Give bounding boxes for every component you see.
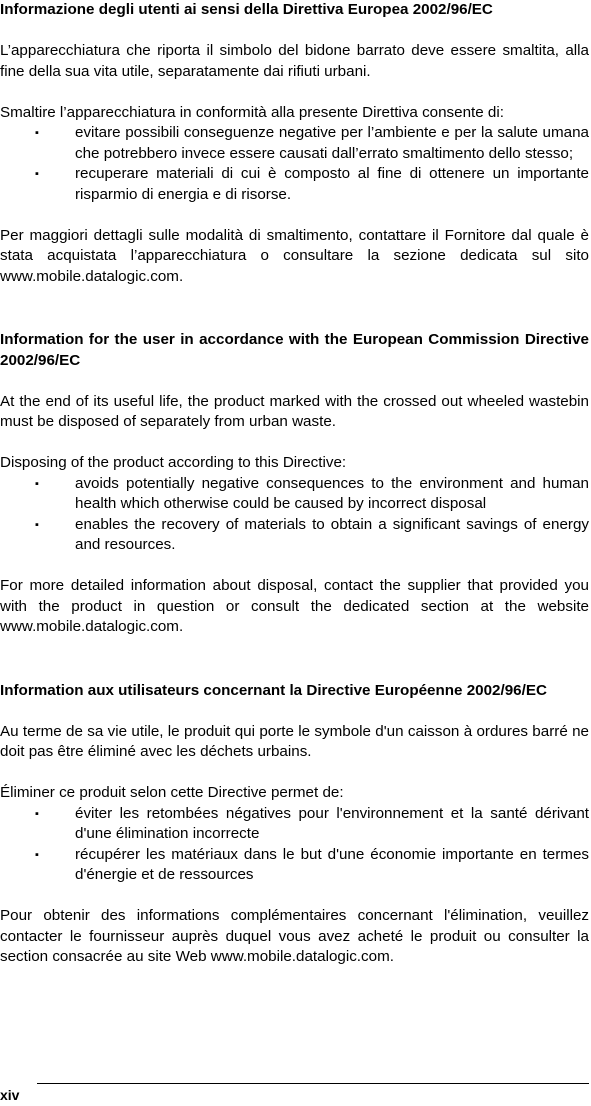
bullet-square-icon: ▪ bbox=[35, 477, 39, 490]
section-closing: Pour obtenir des informations complémentaires concernant l'élimination, veuillez contacter le fournisseur auprès duquel vous avez acheté le produit ou consulter la section consacrée au site Web www.mobile.datalogic.com. bbox=[0, 907, 589, 965]
section-title: Information for the user in accordance with the European Commission Directive 2002/96/EC bbox=[0, 331, 589, 369]
page-number: xiv bbox=[0, 1087, 20, 1103]
bullet-item bbox=[0, 804, 589, 845]
bullet-square-icon: ▪ bbox=[35, 518, 39, 531]
bullet-list bbox=[0, 804, 589, 886]
section-closing: Per maggiori dettagli sulle modalità di smaltimento, contattare il Fornitore dal quale è stata acquistata l’apparecchiatura o consultare la sezione dedicata sul sito www.mobile.datalogic.com. bbox=[0, 226, 589, 285]
section-intro: At the end of its useful life, the product marked with the crossed out wheeled wastebin must be disposed of separately from urban waste. bbox=[0, 392, 589, 430]
bullet-square-icon: ▪ bbox=[35, 848, 39, 861]
bullet-list bbox=[0, 474, 589, 556]
section-lead: Smaltire l’apparecchiatura in conformità alla presente Direttiva consente di: bbox=[0, 103, 504, 121]
section-italian bbox=[0, 0, 589, 287]
bullet-item bbox=[0, 164, 589, 205]
section-intro: Au terme de sa vie utile, le produit qui porte le symbole d'un caisson à ordures barré ne doit pas être éliminé avec les déchets urbains. bbox=[0, 722, 589, 760]
section-french bbox=[0, 681, 589, 968]
page-footer bbox=[0, 1079, 591, 1103]
section-intro: L’apparecchiatura che riporta il simbolo del bidone barrato deve essere smaltita, alla fine della sua vita utile, separatamente dai rifiuti urbani. bbox=[0, 42, 589, 80]
bullet-text: recuperare materiali di cui è composto al fine di ottenere un importante risparmio di energia e di risorse. bbox=[75, 165, 589, 203]
bullet-text: enables the recovery of materials to obtain a significant savings of energy and resources. bbox=[75, 515, 589, 553]
bullet-item bbox=[0, 845, 589, 886]
section-title: Informazione degli utenti ai sensi della Direttiva Europea 2002/96/EC bbox=[0, 1, 493, 18]
bullet-item bbox=[0, 474, 589, 515]
bullet-text: avoids potentially negative consequences to the environment and human health which otherwise could be caused by incorrect disposal bbox=[75, 474, 589, 512]
bullet-square-icon: ▪ bbox=[35, 807, 39, 820]
bullet-item bbox=[0, 123, 589, 164]
section-english bbox=[0, 330, 589, 638]
bullet-text: evitare possibili conseguenze negative per l’ambiente e per la salute umana che potrebbero invece essere causati dall’errato smaltimento dello stesso; bbox=[75, 124, 589, 162]
bullet-square-icon: ▪ bbox=[35, 127, 39, 139]
bullet-square-icon: ▪ bbox=[35, 168, 39, 180]
bullet-text: éviter les retombées négatives pour l'environnement et la santé dérivant d'une élimination incorrecte bbox=[75, 804, 589, 842]
bullet-list bbox=[0, 123, 589, 205]
section-closing: For more detailed information about disposal, contact the supplier that provided you with the product in question or consult the dedicated section at the website www.mobile.datalogic.com. bbox=[0, 577, 589, 635]
section-lead: Disposing of the product according to this Directive: bbox=[0, 454, 347, 471]
footer-divider bbox=[37, 1083, 589, 1084]
section-title: Information aux utilisateurs concernant la Directive Européenne 2002/96/EC bbox=[0, 681, 547, 699]
bullet-item bbox=[0, 515, 589, 556]
bullet-text: récupérer les matériaux dans le but d'une économie importante en termes d'énergie et de ressources bbox=[75, 845, 589, 883]
section-lead: Éliminer ce produit selon cette Directive permet de: bbox=[0, 784, 344, 801]
